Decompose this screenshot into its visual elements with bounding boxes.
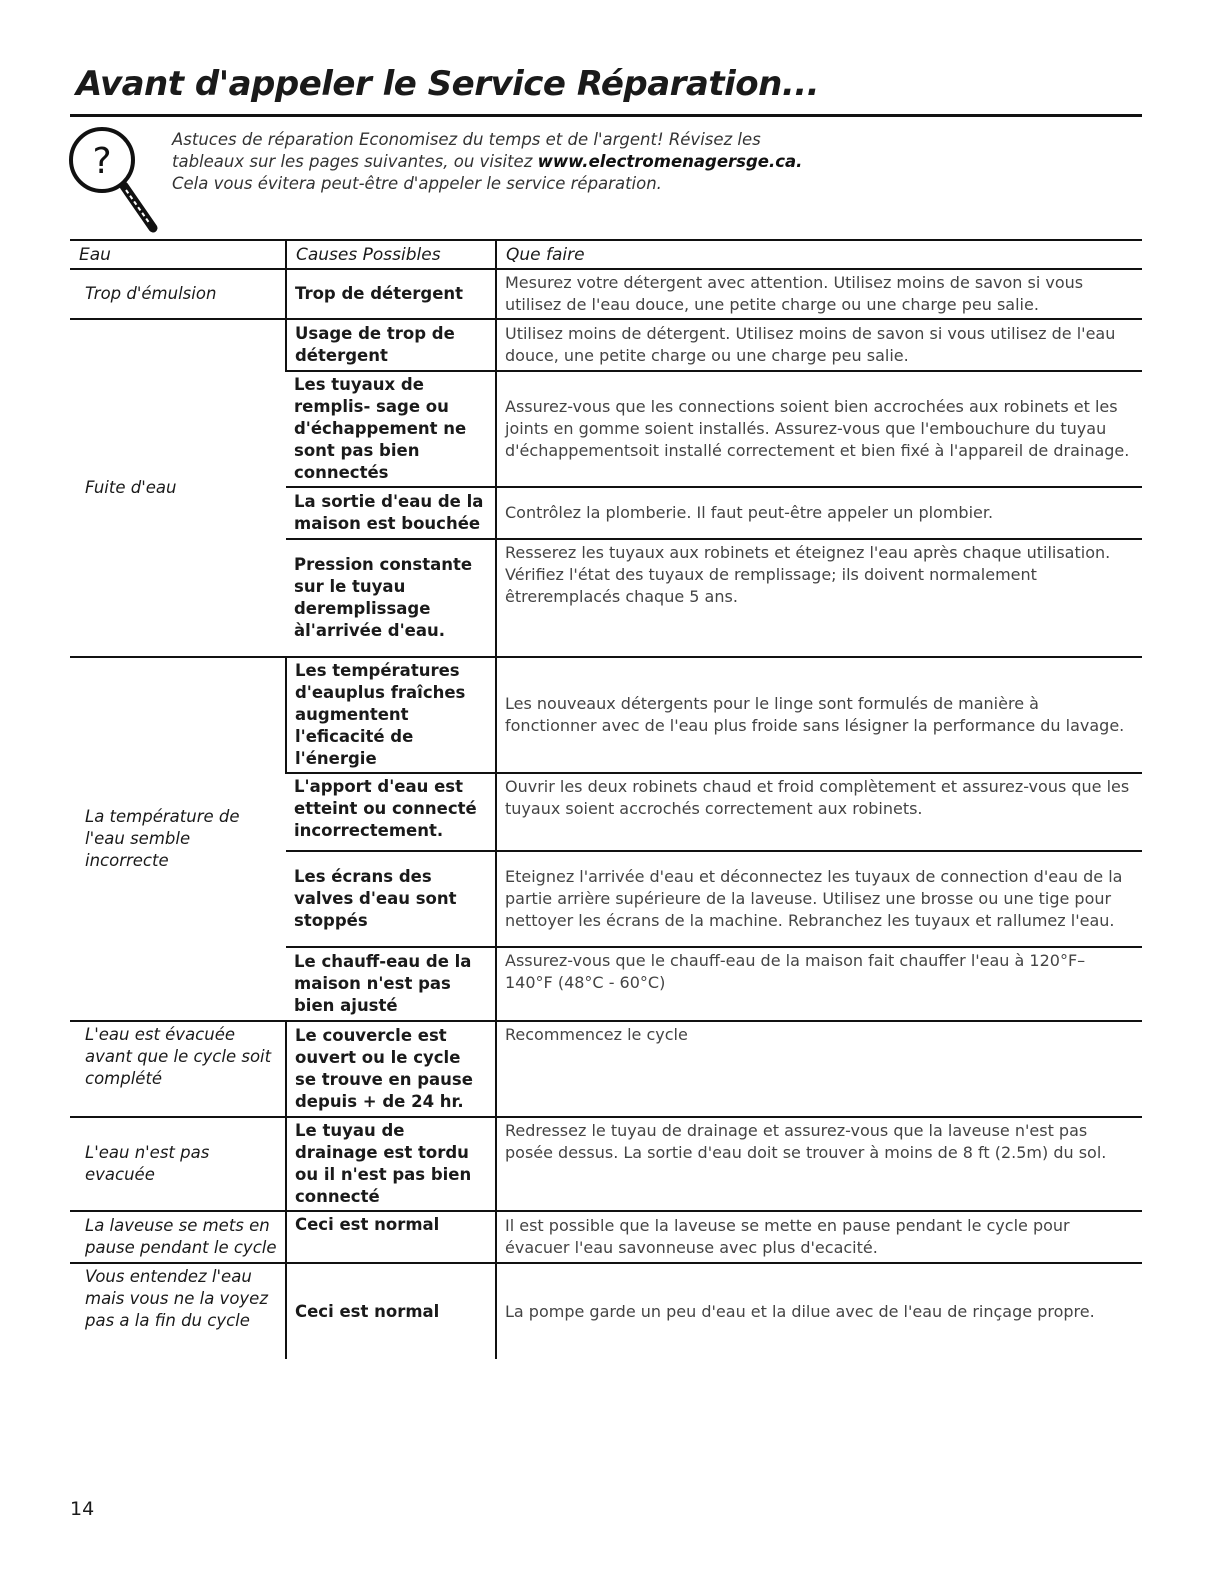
todo-cell: La pompe garde un peu d'eau et la dilue avec de l'eau de rinçage propre.: [496, 1263, 1142, 1359]
table-row: [70, 1211, 1142, 1263]
todo-cell: Assurez-vous que les connections soient bien accrochées aux robinets et les joints en gomme soient installés. Assurez-vous que l'embouchure du tuyau d'échappementsoit installé correctement et bien fixé à l'appareil de drainage.: [496, 371, 1142, 487]
table-row: [70, 657, 1142, 773]
cause-cell: Le couvercle est ouvert ou le cycle se trouve en pause depuis + de 24 hr.: [286, 1021, 496, 1117]
problem-cell: Vous entendez l'eau mais vous ne la voyez pas a la fin du cycle: [85, 1267, 268, 1330]
todo-cell: Recommencez le cycle: [496, 1021, 1142, 1117]
table-row: [70, 319, 1142, 371]
header-causes: Causes Possibles: [286, 240, 496, 269]
problem-cell: La laveuse se mets en pause pendant le cycle: [70, 1211, 286, 1263]
table-row: [70, 1263, 1142, 1359]
header-problem: Eau: [70, 240, 286, 269]
problem-cell: Trop d'émulsion: [70, 269, 286, 319]
troubleshooting-table: [70, 239, 1142, 1359]
todo-cell: Il est possible que la laveuse se mette en pause pendant le cycle pour évacuer l'eau savonneuse avec plus d'ecacité.: [496, 1211, 1142, 1263]
table-row: [70, 1117, 1142, 1211]
cause-cell: Ceci est normal: [286, 1211, 496, 1263]
table-header-row: [70, 240, 1142, 269]
cause-cell: Ceci est normal: [286, 1263, 496, 1359]
todo-cell: Ouvrir les deux robinets chaud et froid complètement et assurez-vous que les tuyaux soient accrochés correctement aux robinets.: [496, 773, 1142, 851]
title-divider: [70, 114, 1142, 117]
todo-cell: Assurez-vous que le chauff-eau de la maison fait chauffer l'eau à 120°F– 140°F (48°C - 60°C): [496, 947, 1142, 1021]
table-row: [70, 269, 1142, 319]
tip-text: [172, 129, 1132, 195]
page-number: 14: [70, 1498, 95, 1520]
problem-cell: L'eau n'est pas evacuée: [70, 1117, 286, 1211]
cause-cell: Les écrans des valves d'eau sont stoppés: [286, 851, 496, 947]
cause-cell: Usage de trop de détergent: [286, 319, 496, 371]
cause-cell: Pression constante sur le tuyau deremplissage àl'arrivée d'eau.: [286, 539, 496, 657]
cause-cell: Le chauff-eau de la maison n'est pas bien ajusté: [286, 947, 496, 1021]
todo-cell: Resserez les tuyaux aux robinets et éteignez l'eau après chaque utilisation. Vérifiez l'état des tuyaux de remplissage; ils doivent normalement êtreremplacés chaque 5 ans.: [496, 539, 1142, 657]
todo-cell: Contrôlez la plomberie. Il faut peut-être appeler un plombier.: [496, 487, 1142, 539]
cause-cell: Le tuyau de drainage est tordu ou il n'est pas bien connecté: [286, 1117, 496, 1211]
cause-cell: Les températures d'eauplus fraîches augmentent l'eficacité de l'énergie: [286, 657, 496, 773]
cause-cell: La sortie d'eau de la maison est bouchée: [286, 487, 496, 539]
page-title: Avant d'appeler le Service Réparation...: [76, 64, 820, 104]
tip-line-2: tableaux sur les pages suivantes, ou visitez www.electromenagersge.ca.: [172, 152, 803, 171]
tip-line-3: Cela vous évitera peut-être d'appeler le service réparation.: [172, 174, 662, 193]
problem-cell: L'eau est évacuée avant que le cycle soit complété: [70, 1021, 286, 1117]
todo-cell: Utilisez moins de détergent. Utilisez moins de savon si vous utilisez de l'eau douce, une petite charge ou une charge peu salie.: [496, 319, 1142, 371]
table-row: [70, 1021, 1142, 1117]
website-link[interactable]: www.electromenagersge.ca.: [537, 152, 803, 171]
todo-cell: Redressez le tuyau de drainage et assurez-vous que la laveuse n'est pas posée dessus. La sortie d'eau doit se trouver à moins de 8 ft (2.5m) du sol.: [496, 1117, 1142, 1211]
problem-cell: La température de l'eau semble incorrecte: [70, 657, 286, 1021]
cause-cell: Trop de détergent: [286, 269, 496, 319]
cause-cell: L'apport d'eau est etteint ou connecté incorrectement.: [286, 773, 496, 851]
todo-cell: Les nouveaux détergents pour le linge sont formulés de manière à fonctionner avec de l'eau plus froide sans lésigner la performance du lavage.: [496, 657, 1142, 773]
todo-cell: Mesurez votre détergent avec attention. Utilisez moins de savon si vous utilisez de l'eau douce, une petite charge ou une charge peu salie.: [496, 269, 1142, 319]
question-magnifier-icon: [60, 122, 170, 242]
tip-line-1: Astuces de réparation Economisez du temps et de l'argent! Révisez les: [172, 130, 761, 149]
todo-cell: Eteignez l'arrivée d'eau et déconnectez les tuyaux de connection d'eau de la partie arrière supérieure de la laveuse. Utilisez une brosse ou une tige pour nettoyer les écrans de la machine. Rebranchez les tuyaux et rallumez l'eau.: [496, 851, 1142, 947]
problem-cell: Fuite d'eau: [70, 319, 286, 657]
svg-text:?: ?: [92, 141, 112, 182]
header-todo: Que faire: [496, 240, 1142, 269]
cause-cell: Les tuyaux de remplis- sage ou d'échappement ne sont pas bien connectés: [286, 371, 496, 487]
